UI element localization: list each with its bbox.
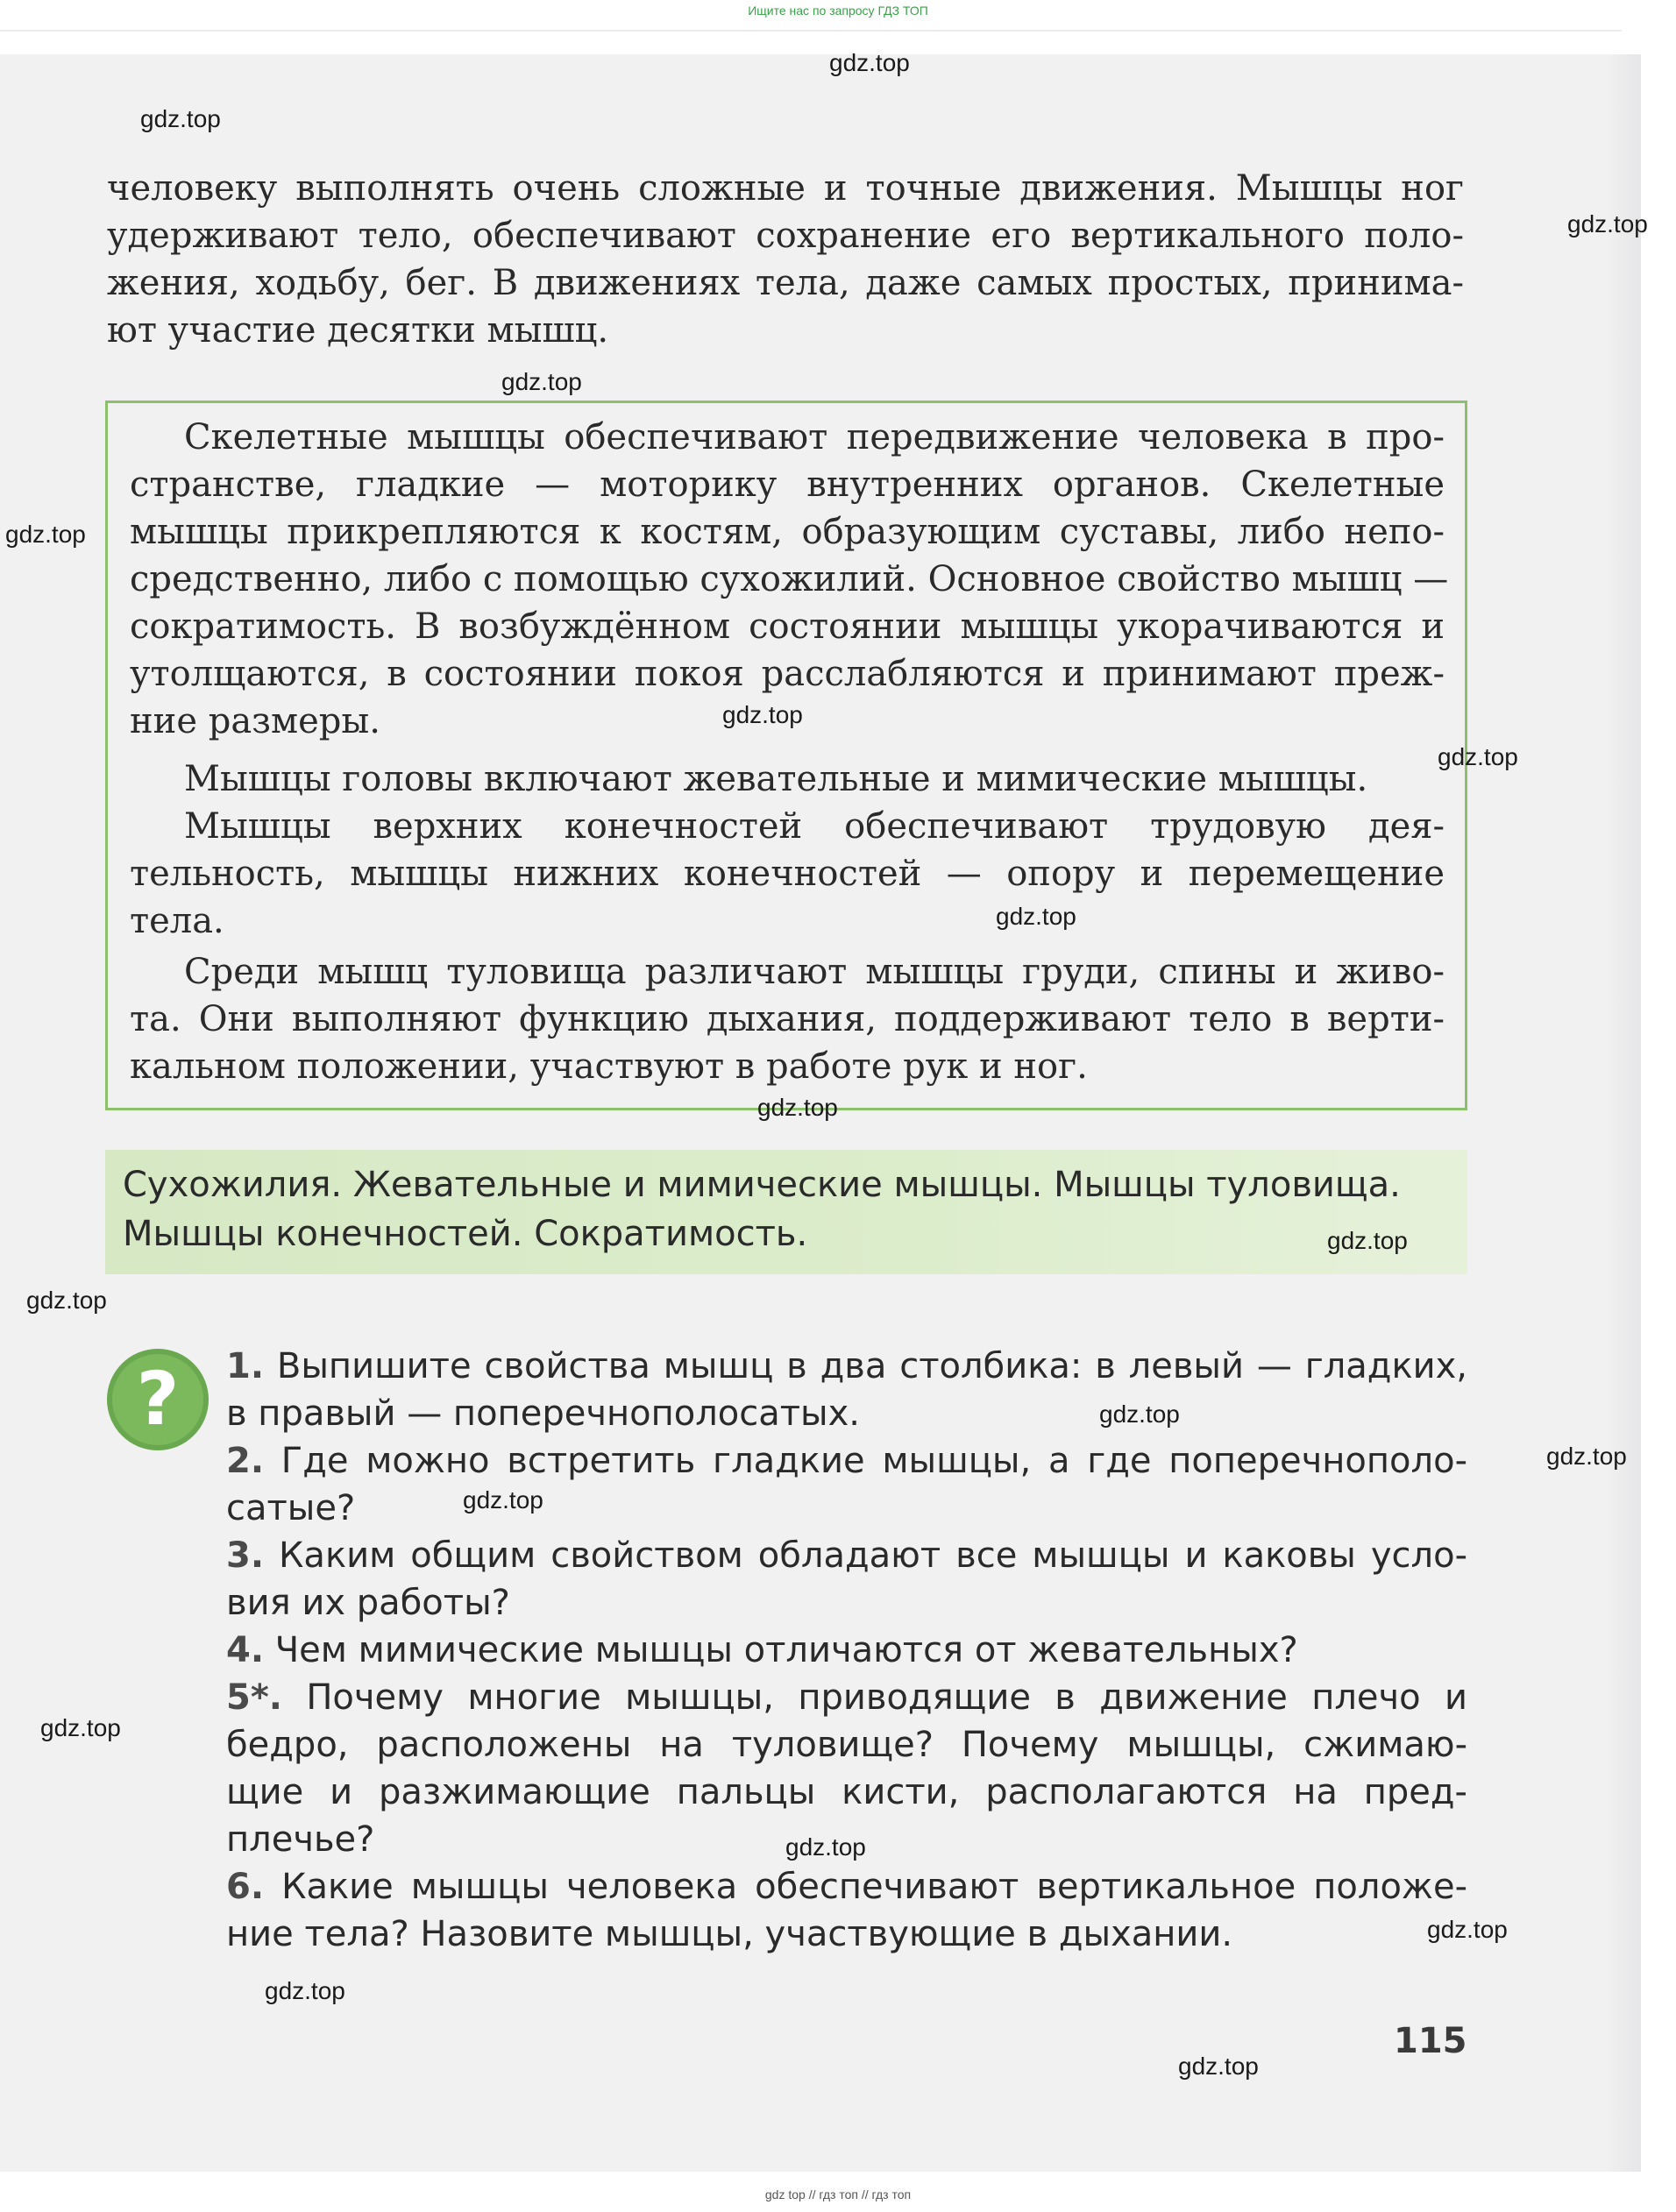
page-number: 115 [1394,2021,1467,2061]
top-banner: Ищите нас по запросу ГДЗ ТОП [748,4,928,18]
question-text: сатые? [226,1488,356,1528]
watermark: gdz.top [829,49,910,76]
question-text: ние тела? Назовите мышцы, участвующие в дыхании. [226,1914,1233,1954]
question-text: бедро, расположены на туловище? Почему мышцы, сжимаю- [226,1725,1467,1765]
question-number: 2. [226,1441,265,1481]
summary-paragraph-1 [130,414,1449,745]
summary-line: та. Они выполняют функцию дыхания, поддерживают тело в верти- [130,999,1445,1039]
watermark: gdz.top [1546,1443,1627,1470]
question-number: 6. [226,1867,265,1907]
watermark: gdz.top [140,105,221,132]
watermark: gdz.top [40,1714,121,1741]
summary-line: тельность, мышцы нижних конечностей — опору и перемещение [130,854,1445,894]
watermark: gdz.top [265,1977,345,2004]
question-mark-icon [103,1345,212,1454]
summary-line: ние размеры. [130,701,380,741]
question-text: Где можно встретить гладкие мышцы, а где поперечнополо- [281,1441,1468,1481]
watermark: gdz.top [463,1486,543,1514]
summary-paragraph-2 [130,755,1445,803]
watermark: gdz.top [785,1833,866,1861]
question-number: 3. [226,1535,265,1576]
question-text: Чем мимические мышцы отличаются от жевательных? [274,1630,1298,1670]
key-terms-line: Сухожилия. Жевательные и мимические мышцы. Мышцы туловища. [123,1165,1401,1205]
question-text: Почему многие мышцы, приводящие в движение плечо и [306,1677,1467,1718]
watermark: gdz.top [996,903,1076,930]
summary-line: Скелетные мышцы обеспечивают передвижение человека в про- [184,417,1445,457]
question-number: 5*. [226,1677,282,1718]
summary-line: кальном положении, участвуют в работе рук и ног. [130,1046,1088,1087]
svg-text:?: ? [136,1356,180,1442]
intro-paragraph [107,165,1464,354]
summary-line: Среди мышц туловища различают мышцы груди, спины и живо- [184,952,1445,992]
key-terms [123,1160,1455,1258]
intro-line: жения, ходьбу, бег. В движениях тела, даже самых простых, принима- [107,263,1464,303]
top-divider [0,30,1622,32]
question-1 [226,1343,1467,1437]
watermark: gdz.top [1099,1400,1180,1428]
summary-line: тела. [130,901,224,941]
question-text: плечье? [226,1819,375,1860]
summary-line: Мышцы головы включают жевательные и мимические мышцы. [184,759,1368,799]
watermark: gdz.top [1567,210,1648,238]
key-terms-line: Мышцы конечностей. Сократимость. [123,1214,808,1254]
intro-line: удерживают тело, обеспечивают сохранение его вертикального поло- [107,216,1464,256]
watermark: gdz.top [722,701,803,728]
question-text: Каким общим свойством обладают все мышцы и каковы усло- [279,1535,1468,1576]
question-4 [226,1627,1467,1674]
bottom-banner: gdz top // гдз топ // гдз топ [764,2187,912,2201]
watermark: gdz.top [1327,1227,1408,1254]
question-text: Какие мышцы человека обеспечивают вертикальное положе- [281,1867,1468,1907]
summary-paragraph-4 [130,948,1445,1090]
summary-line: странстве, гладкие — моторику внутренних органов. Скелетные [130,464,1445,505]
question-text: в правый — поперечнополосатых. [226,1393,861,1434]
watermark: gdz.top [26,1287,107,1314]
question-3 [226,1532,1467,1627]
watermark: gdz.top [1438,743,1518,770]
question-text: Выпишите свойства мышц в два столбика: в левый — гладких, [276,1346,1467,1386]
intro-line: ют участие десятки мышц. [107,310,609,351]
watermark: gdz.top [1178,2052,1259,2080]
question-text: щие и разжимающие пальцы кисти, располагаются на пред- [226,1772,1467,1812]
summary-paragraph-3 [130,803,1445,945]
question-number: 1. [226,1346,265,1386]
summary-line: утолщаются, в состоянии покоя расслабляются и принимают преж- [130,654,1445,694]
page-edge-shade [1606,54,1641,2172]
watermark: gdz.top [5,521,86,548]
summary-line: мышцы прикрепляются к костям, образующим суставы, либо непо- [130,512,1445,552]
summary-line: сократимость. В возбуждённом состоянии мышцы укорачиваются и [130,606,1445,647]
question-2 [226,1437,1467,1532]
intro-line: человеку выполнять очень сложные и точные движения. Мышцы ног [107,168,1464,209]
summary-line: Мышцы верхних конечностей обеспечивают трудовую дея- [184,806,1445,847]
watermark: gdz.top [757,1094,838,1121]
watermark: gdz.top [501,368,582,395]
summary-line: средственно, либо с помощью сухожилий. Основное свойство мышц — [130,559,1449,599]
watermark: gdz.top [1427,1916,1508,1943]
question-number: 4. [226,1630,265,1670]
question-6 [226,1863,1467,1958]
question-text: вия их работы? [226,1583,510,1623]
